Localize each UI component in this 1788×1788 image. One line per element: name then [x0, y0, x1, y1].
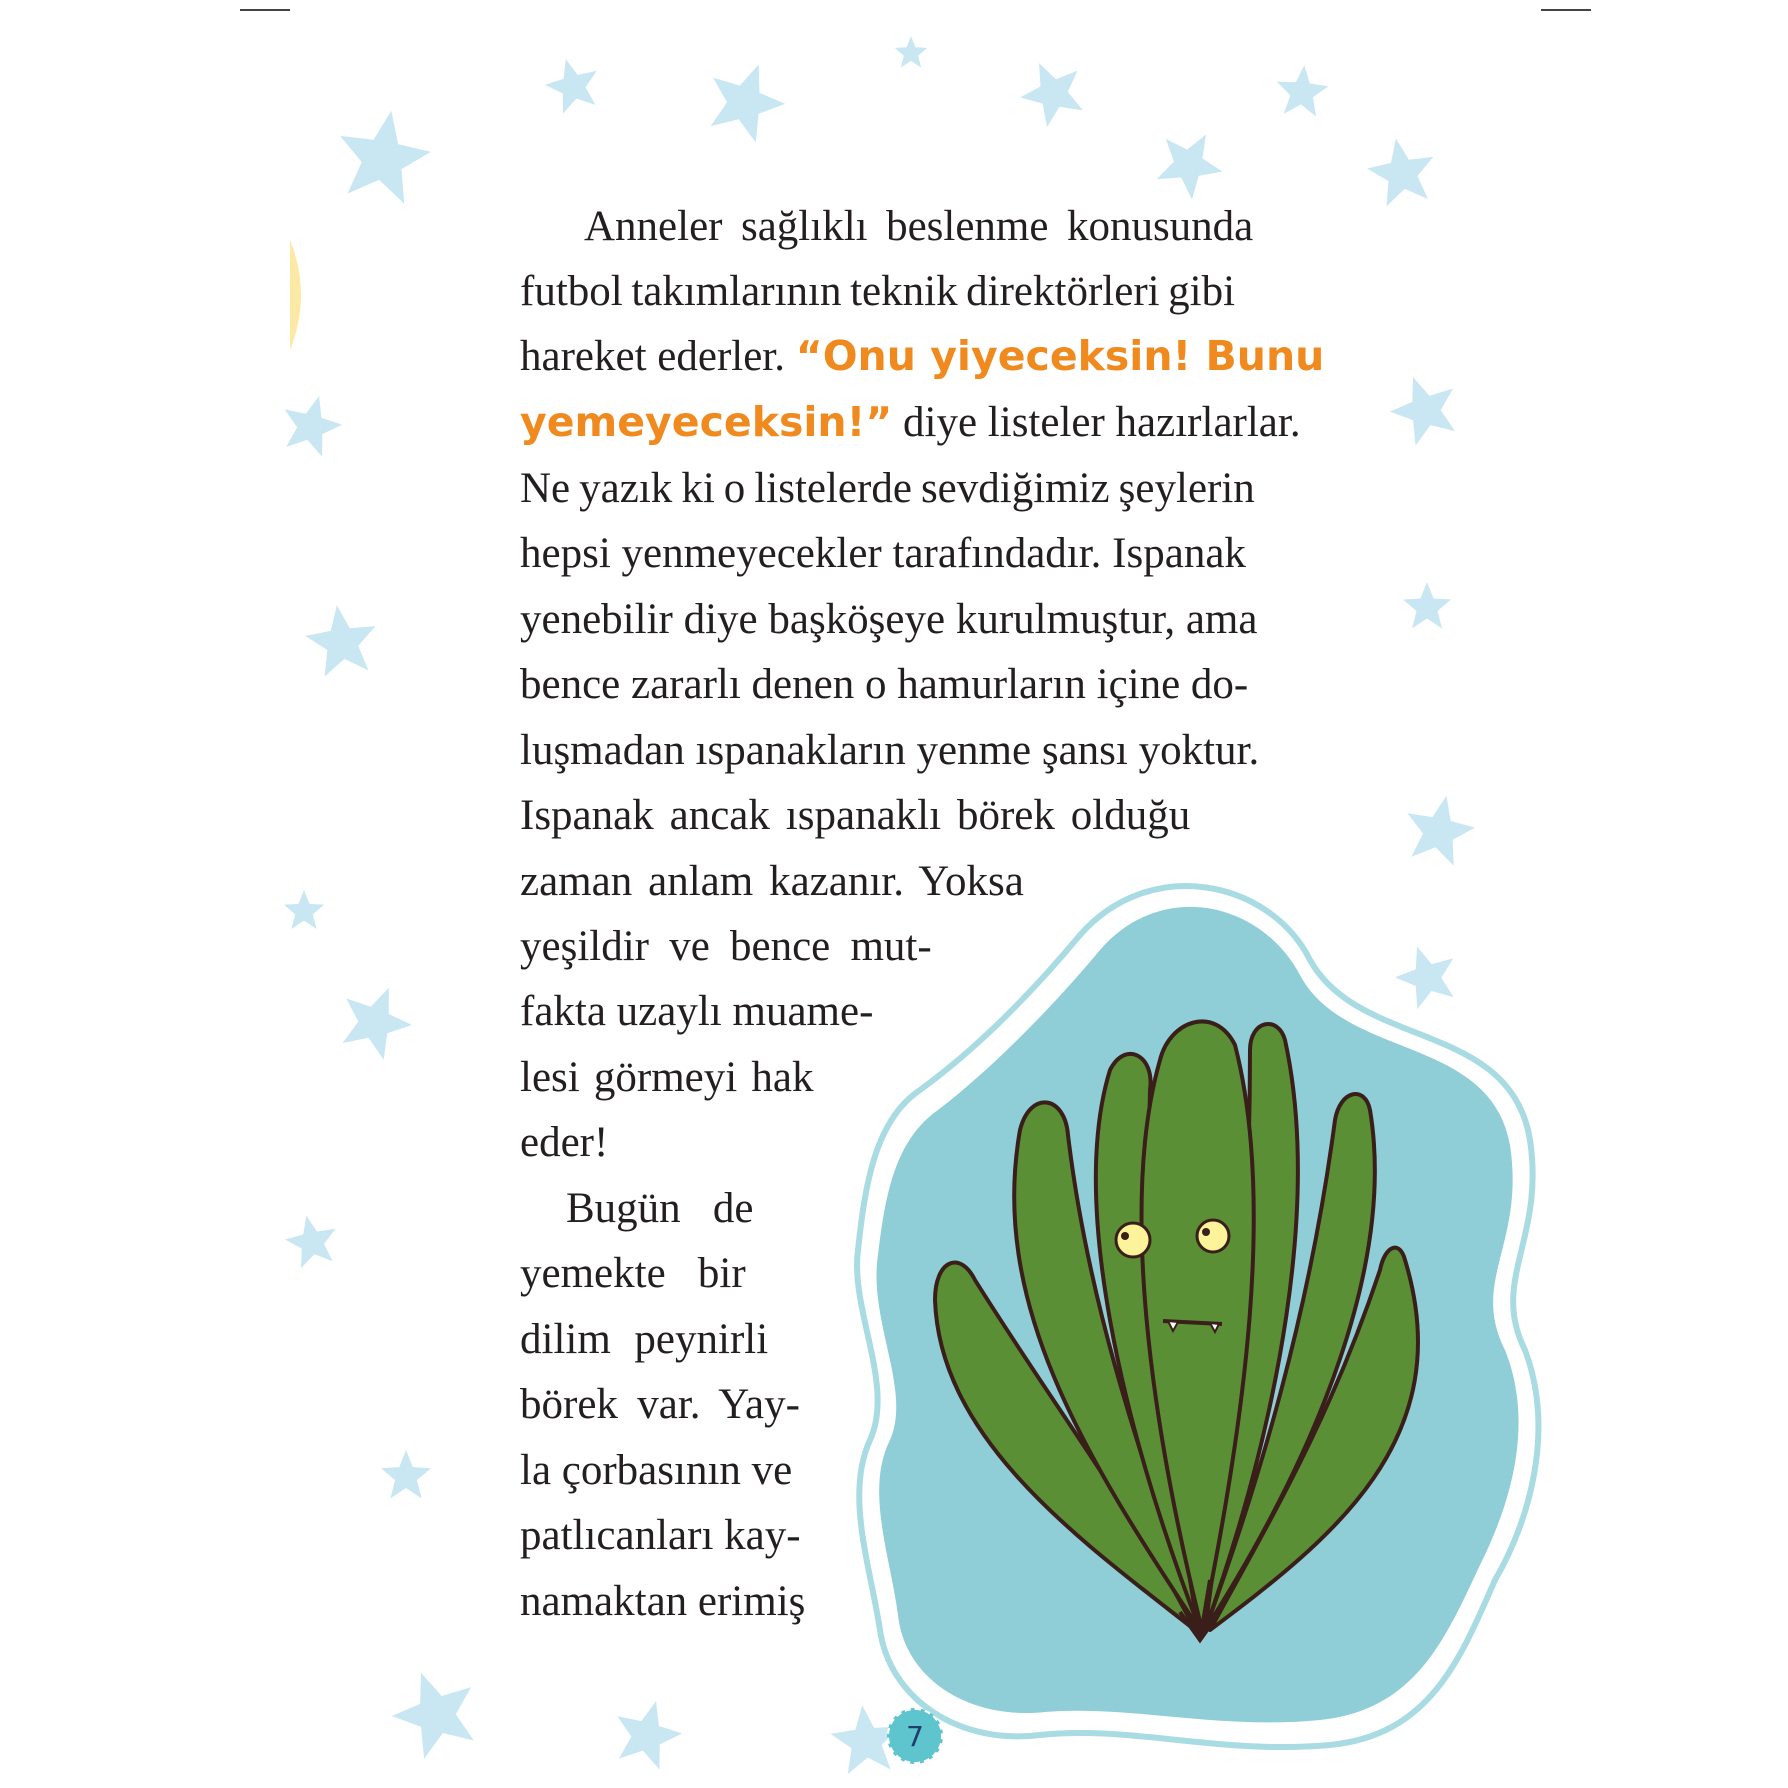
moon-shape [290, 240, 301, 350]
paragraph-line-3 [520, 332, 1325, 380]
star-icon [697, 51, 795, 147]
star-icon [1388, 937, 1465, 1013]
paragraph-line-1: Anneler sağlıklı beslenme konusunda [584, 203, 1254, 250]
paragraph-line-8: bence zararlı denen o hamurların içine do- [520, 661, 1249, 708]
star-icon [330, 974, 422, 1064]
star-icon [1381, 366, 1466, 450]
paragraph-line-7: yenebilir diye başköşeye kurulmuştur, ama [520, 596, 1258, 643]
paragraph-line-14: lesi görmeyi hak [520, 1054, 814, 1101]
star-icon [381, 1658, 488, 1764]
paragraph-line-6: hepsi yenmeyecekler tarafındadır. Ispanak [520, 530, 1246, 577]
paragraph-line-18: dilim peynirli [520, 1316, 769, 1363]
paragraph-line-10: Ispanak ancak ıspanaklı börek olduğu [520, 792, 1191, 839]
star-icon [275, 388, 347, 459]
page-number-badge: 7 [887, 1708, 943, 1764]
star-icon [1363, 133, 1440, 209]
star-icon [381, 1450, 431, 1498]
paragraph-line-15: eder! [520, 1119, 609, 1166]
paragraph-line-4 [520, 398, 1301, 446]
paragraph-line-2: futbol takımlarının teknik direktörleri gibi [520, 268, 1236, 315]
star-icon [1010, 50, 1093, 132]
paragraph-line-21: patlıcanları kay- [520, 1512, 801, 1559]
highlighted-quote: yemeyeceksin!” [520, 398, 893, 446]
paragraph-line-13: fakta uzaylı muame- [520, 988, 874, 1035]
star-icon [1274, 63, 1330, 118]
paragraph-line-17: yemekte bir [520, 1250, 746, 1297]
star-icon [281, 1210, 342, 1270]
paragraph-line-22: namaktan erimiş [520, 1578, 806, 1625]
paragraph-line-20: la çorbasının ve [520, 1447, 793, 1494]
highlighted-quote: “Onu yiyeceksin! Bunu [795, 332, 1325, 380]
star-icon [1399, 789, 1481, 869]
paragraph-line-12: yeşildir ve bence mut- [520, 923, 932, 970]
paragraph-line-11: zaman anlam kazanır. Yoksa [520, 858, 1024, 905]
star-icon [302, 600, 382, 678]
star-icon [895, 36, 928, 68]
star-icon [1146, 118, 1234, 205]
star-icon [1403, 582, 1451, 629]
paragraph-line-19: börek var. Yay- [520, 1381, 800, 1428]
spinach-illustration [857, 886, 1538, 1747]
star-icon [284, 890, 324, 929]
star-icon [540, 52, 605, 116]
star-icon [607, 1692, 689, 1772]
paragraph-line-5: Ne yazık ki o listelerde sevdiğimiz şeylerin [520, 465, 1255, 512]
paragraph-line-9: luşmadan ıspanakların yenme şansı yoktur. [520, 727, 1260, 774]
paragraph-text: diye listeler hazırlarlar. [892, 399, 1301, 446]
star-icon [330, 103, 436, 207]
paragraph-line-16: Bugün de [566, 1185, 754, 1232]
paragraph-text: hareket ederler. [520, 333, 796, 380]
